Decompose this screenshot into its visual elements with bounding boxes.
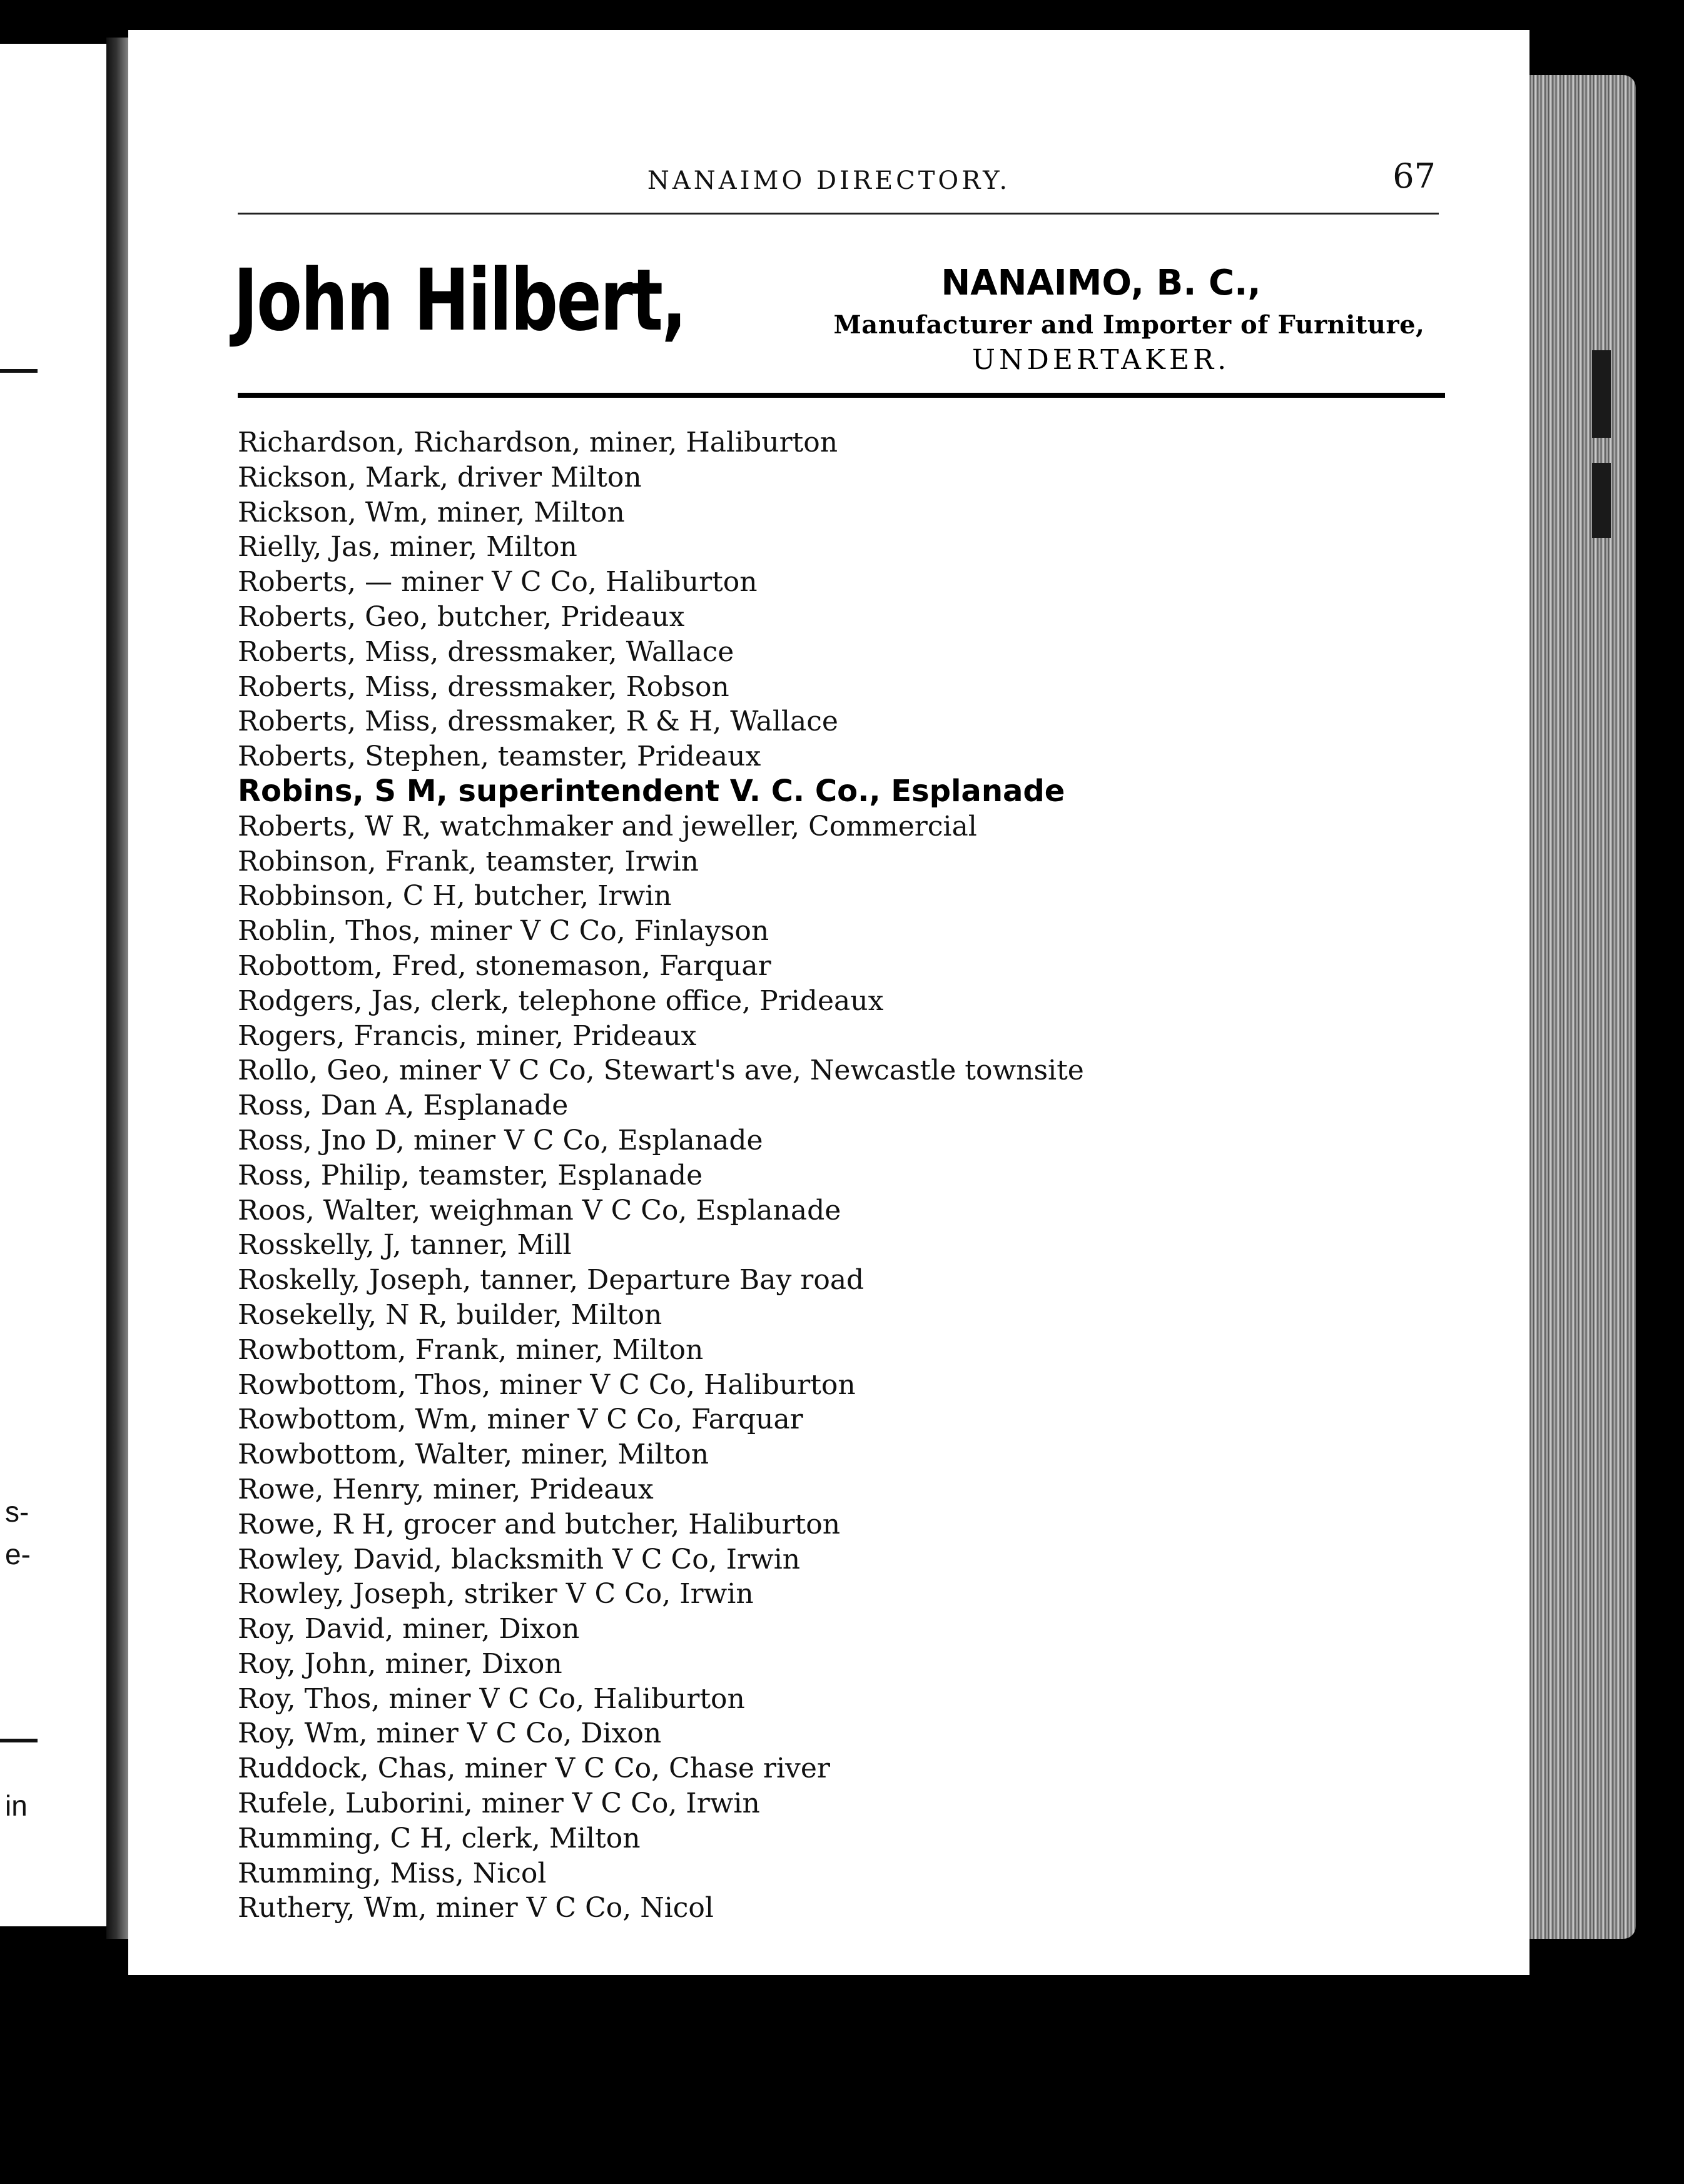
directory-entry: Rowe, R H, grocer and butcher, Haliburton — [238, 1508, 841, 1540]
directory-entry: Roberts, — miner V C Co, Haliburton — [238, 566, 758, 599]
directory-entry: Roberts, Geo, butcher, Prideaux — [238, 600, 685, 633]
page-number: 67 — [1392, 156, 1436, 196]
directory-entry: Roberts, Miss, dressmaker, R & H, Wallace — [238, 705, 838, 738]
directory-entry: Rielly, Jas, miner, Milton — [238, 531, 577, 564]
directory-entry: Roy, Wm, miner V C Co, Dixon — [238, 1717, 662, 1750]
directory-entry: Rosskelly, J, tanner, Mill — [238, 1229, 572, 1261]
directory-entry: Rowley, Joseph, striker V C Co, Irwin — [238, 1578, 754, 1610]
directory-entry: Rowbottom, Frank, miner, Milton — [238, 1333, 704, 1366]
directory-entry: Roy, Thos, miner V C Co, Haliburton — [238, 1682, 745, 1715]
directory-entry: Rollo, Geo, miner V C Co, Stewart's ave, Newcastle townsite — [238, 1054, 1084, 1087]
advertiser-trade: Manufacturer and Importer of Furniture, — [833, 310, 1425, 340]
directory-entry: Rowbottom, Walter, miner, Milton — [238, 1438, 709, 1471]
directory-entry: Rodgers, Jas, clerk, telephone office, Prideaux — [238, 984, 884, 1017]
header-rule — [238, 213, 1439, 215]
directory-entry: Rickson, Wm, miner, Milton — [238, 496, 625, 528]
page-edge-mark — [1592, 463, 1611, 538]
directory-entry: Roskelly, Joseph, tanner, Departure Bay road — [238, 1264, 865, 1297]
directory-entry: Robottom, Fred, stonemason, Farquar — [238, 949, 771, 982]
directory-entry: Roberts, Miss, dressmaker, Wallace — [238, 635, 734, 668]
directory-entry: Rogers, Francis, miner, Prideaux — [238, 1019, 697, 1052]
directory-entry: Roberts, Stephen, teamster, Prideaux — [238, 741, 761, 773]
directory-entry: Roos, Walter, weighman V C Co, Esplanade — [238, 1194, 841, 1226]
directory-entry: Rowbottom, Thos, miner V C Co, Haliburton — [238, 1368, 856, 1401]
directory-entry: Rufele, Luborini, miner V C Co, Irwin — [238, 1787, 760, 1820]
directory-entry: Ross, Jno D, miner V C Co, Esplanade — [238, 1124, 763, 1156]
directory-entry: Rumming, Miss, Nicol — [238, 1857, 547, 1889]
book-gutter — [106, 38, 131, 1939]
page-edge-mark — [1592, 350, 1611, 438]
directory-entry: Rumming, C H, clerk, Milton — [238, 1822, 641, 1854]
directory-entry: Robbinson, C H, butcher, Irwin — [238, 880, 672, 913]
facing-page-mark — [0, 369, 38, 373]
advertiser-name: John Hilbert, — [233, 251, 686, 350]
facing-page-fragment: e- — [5, 1538, 31, 1570]
advertisement-rule — [238, 393, 1445, 398]
directory-entry: Roy, David, miner, Dixon — [238, 1613, 580, 1646]
directory-page — [128, 30, 1529, 1975]
facing-page-fragment: in — [5, 1789, 28, 1822]
directory-entry: Rickson, Mark, driver Milton — [238, 461, 642, 493]
directory-entry: Rosekelly, N R, builder, Milton — [238, 1298, 662, 1331]
directory-entry: Ross, Philip, teamster, Esplanade — [238, 1159, 703, 1191]
directory-entry: Ruddock, Chas, miner V C Co, Chase river — [238, 1752, 830, 1785]
facing-page-rule — [0, 1739, 38, 1742]
directory-listing — [238, 425, 1084, 1926]
directory-entry: Roberts, W R, watchmaker and jeweller, Commercial — [238, 810, 977, 842]
directory-entry: Richardson, Richardson, miner, Haliburton — [238, 427, 838, 458]
running-head: NANAIMO DIRECTORY. — [647, 166, 1011, 195]
directory-entry: Robinson, Frank, teamster, Irwin — [238, 845, 699, 877]
facing-page-edge — [0, 44, 106, 1926]
directory-entry: Roblin, Thos, miner V C Co, Finlayson — [238, 915, 769, 948]
directory-entry: Rowley, David, blacksmith V C Co, Irwin — [238, 1543, 801, 1575]
directory-entry: Rowe, Henry, miner, Prideaux — [238, 1473, 654, 1505]
directory-entry: Ross, Dan A, Esplanade — [238, 1089, 569, 1122]
directory-entry: Roberts, Miss, dressmaker, Robson — [238, 670, 729, 703]
advertiser-city: NANAIMO, B. C., — [941, 263, 1261, 303]
directory-entry: Rowbottom, Wm, miner V C Co, Farquar — [238, 1403, 803, 1436]
advertiser-undertaker: UNDERTAKER. — [971, 344, 1230, 376]
facing-page-fragment: s- — [5, 1495, 29, 1528]
directory-entry: Robins, S M, superintendent V. C. Co., Esplanade — [238, 773, 1065, 809]
directory-entry: Ruthery, Wm, miner V C Co, Nicol — [238, 1892, 714, 1924]
directory-entry: Roy, John, miner, Dixon — [238, 1647, 562, 1680]
stacked-page-edges — [1526, 75, 1636, 1939]
